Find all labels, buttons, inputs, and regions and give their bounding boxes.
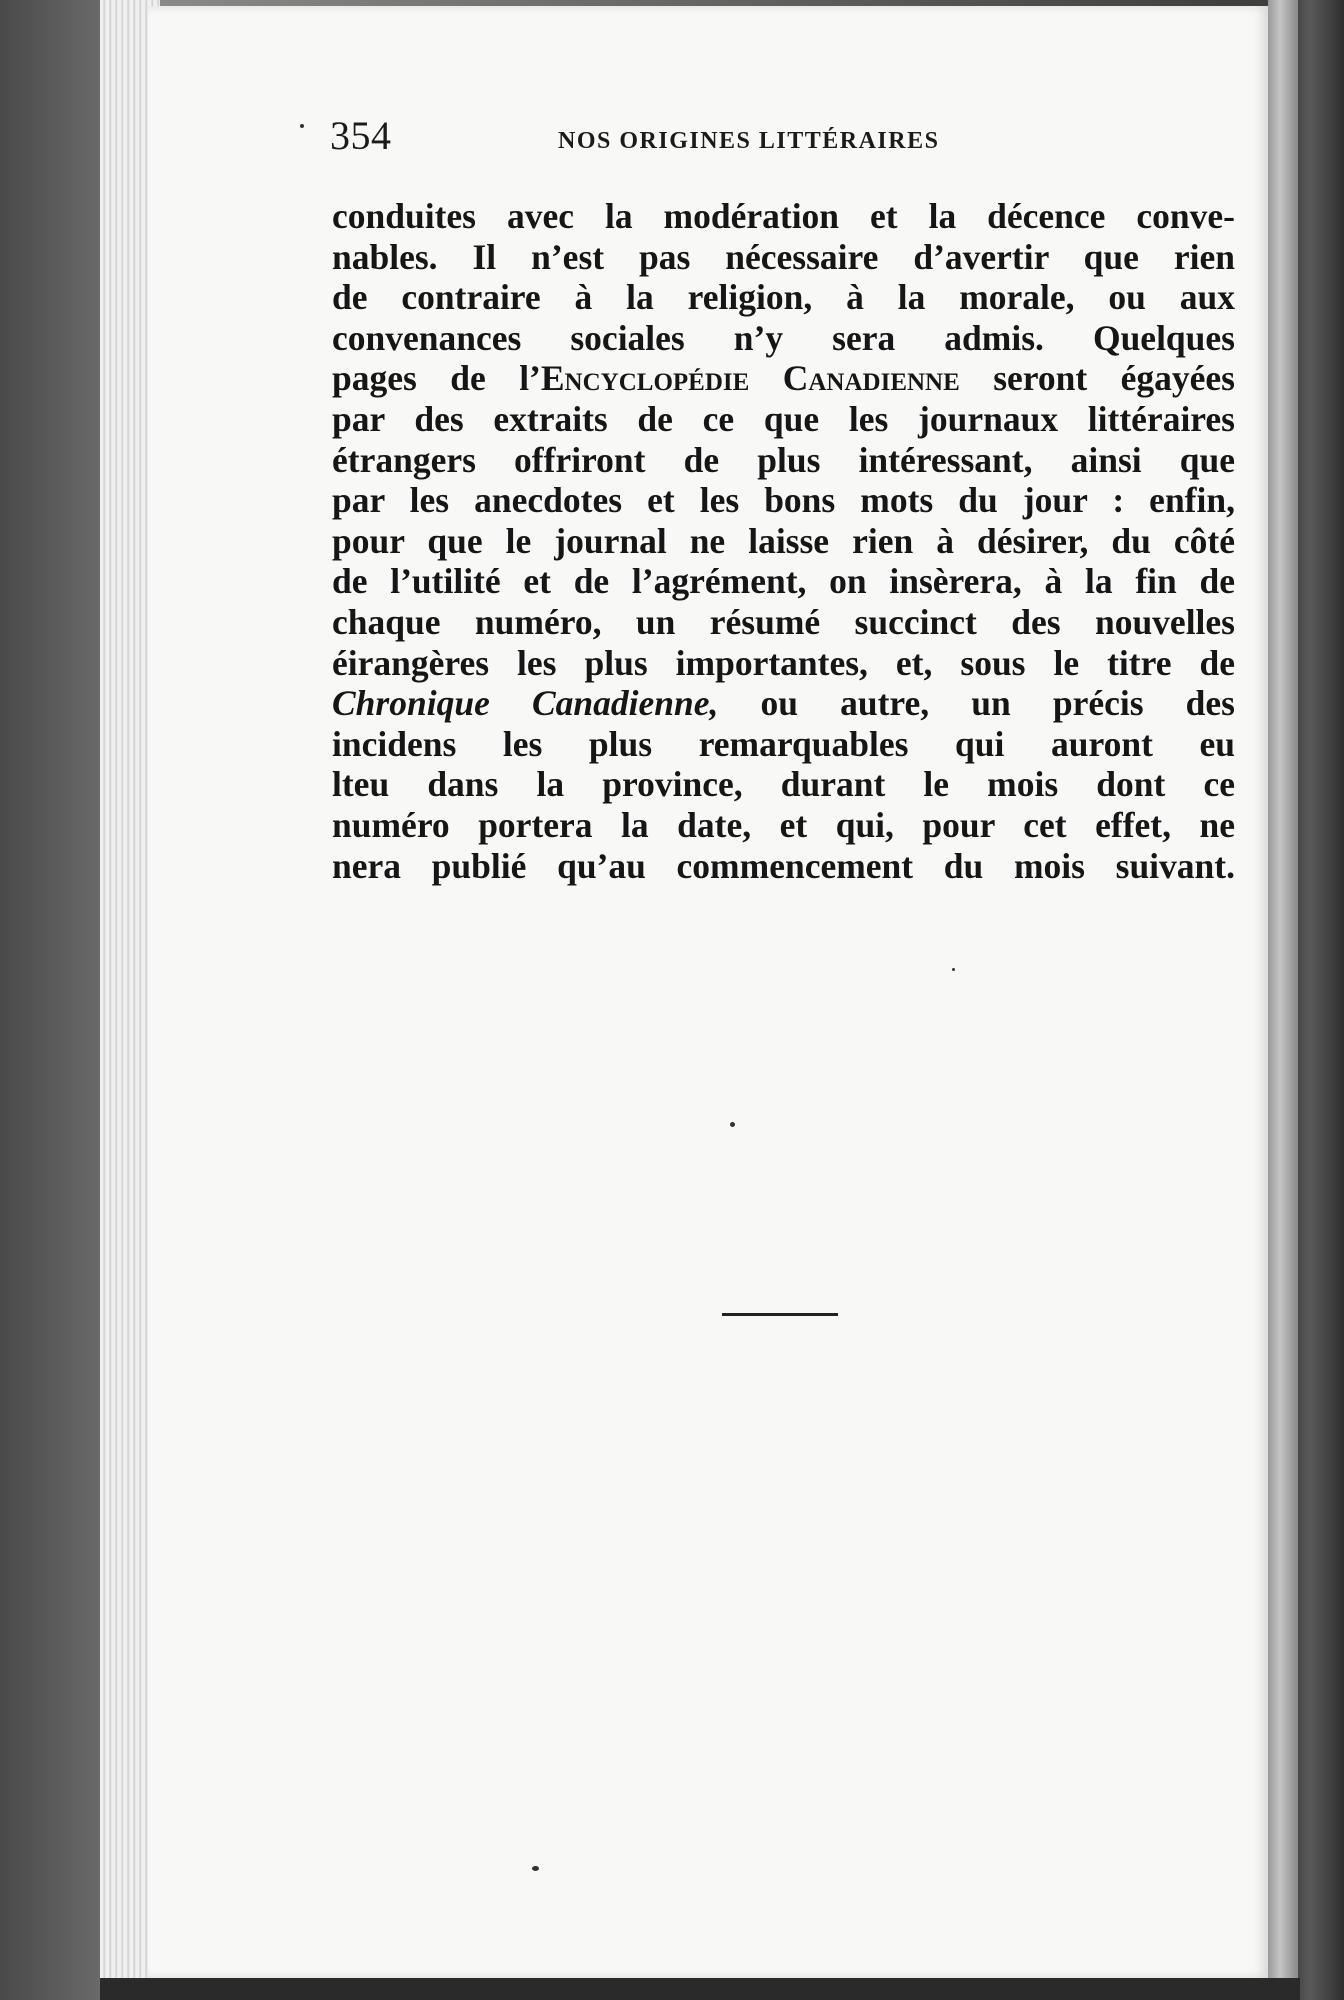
text-segment: étrangers offriront de plus intéressant, ainsi que [332, 439, 1235, 480]
text-segment: pour que le journal ne laisse rien à désirer, du côté [332, 520, 1235, 561]
section-end-rule [722, 1313, 838, 1316]
text-line [332, 480, 1235, 521]
text-line [332, 683, 1235, 724]
text-line [332, 277, 1235, 318]
text-line [332, 318, 1235, 359]
scan-speck [532, 1866, 539, 1871]
text-line [332, 561, 1235, 602]
text-segment: par des extraits de ce que les journaux littéraires [332, 398, 1235, 439]
text-segment: éirangères les plus importantes, et, sous le titre de [332, 642, 1235, 683]
text-segment: numéro portera la date, et qui, pour cet effet, ne [332, 804, 1235, 845]
scan-speck [300, 124, 304, 128]
scan-speck [730, 1122, 735, 1127]
text-segment: de l’utilité et de l’agrément, on insèrera, à la fin de [332, 561, 1235, 602]
text-segment: chaque numéro, un résumé succinct des nouvelles [332, 601, 1235, 642]
text-segment: par les anecdotes et les bons mots du jour : enfin, [332, 480, 1235, 521]
scan-bottom-border [100, 1978, 1300, 2000]
text-line [332, 196, 1235, 237]
page-number: 354 [330, 113, 392, 158]
page-header [330, 112, 1230, 162]
text-line [332, 440, 1235, 481]
text-line [332, 358, 1235, 399]
small-caps-title: Encyclopédie Canadienne [540, 358, 960, 399]
text-line [332, 237, 1235, 278]
text-segment: convenances sociales n’y sera admis. Quelques [332, 317, 1235, 358]
text-line [332, 399, 1235, 440]
text-line [332, 521, 1235, 562]
text-segment: conduites avec la modération et la décence conve- [332, 196, 1235, 236]
running-title: NOS ORIGINES LITTÉRAIRES [558, 128, 940, 154]
text-segment: incidens les plus remarquables qui auront eu [332, 723, 1235, 764]
text-line [332, 643, 1235, 684]
scan-speck [952, 968, 955, 971]
text-line [332, 764, 1235, 805]
book-spine-edge [1268, 0, 1298, 1990]
text-line [332, 846, 1235, 887]
text-segment: de contraire à la religion, à la morale, ou aux [332, 277, 1235, 318]
text-line [332, 724, 1235, 765]
text-line [332, 805, 1235, 846]
body-paragraph [332, 196, 1235, 886]
text-segment: pages de l’ [332, 358, 541, 399]
text-segment: lteu dans la province, durant le mois dont ce [332, 764, 1235, 805]
italic-title: Chronique Canadienne, [332, 683, 719, 724]
text-line [332, 602, 1235, 643]
text-segment: nera publié qu’au commencement du mois suivant. [332, 845, 1235, 886]
text-segment: seront égayées [959, 358, 1235, 399]
text-segment: nables. Il n’est pas nécessaire d’avertir que rien [332, 236, 1235, 277]
text-segment: ou autre, un précis des [718, 683, 1235, 724]
